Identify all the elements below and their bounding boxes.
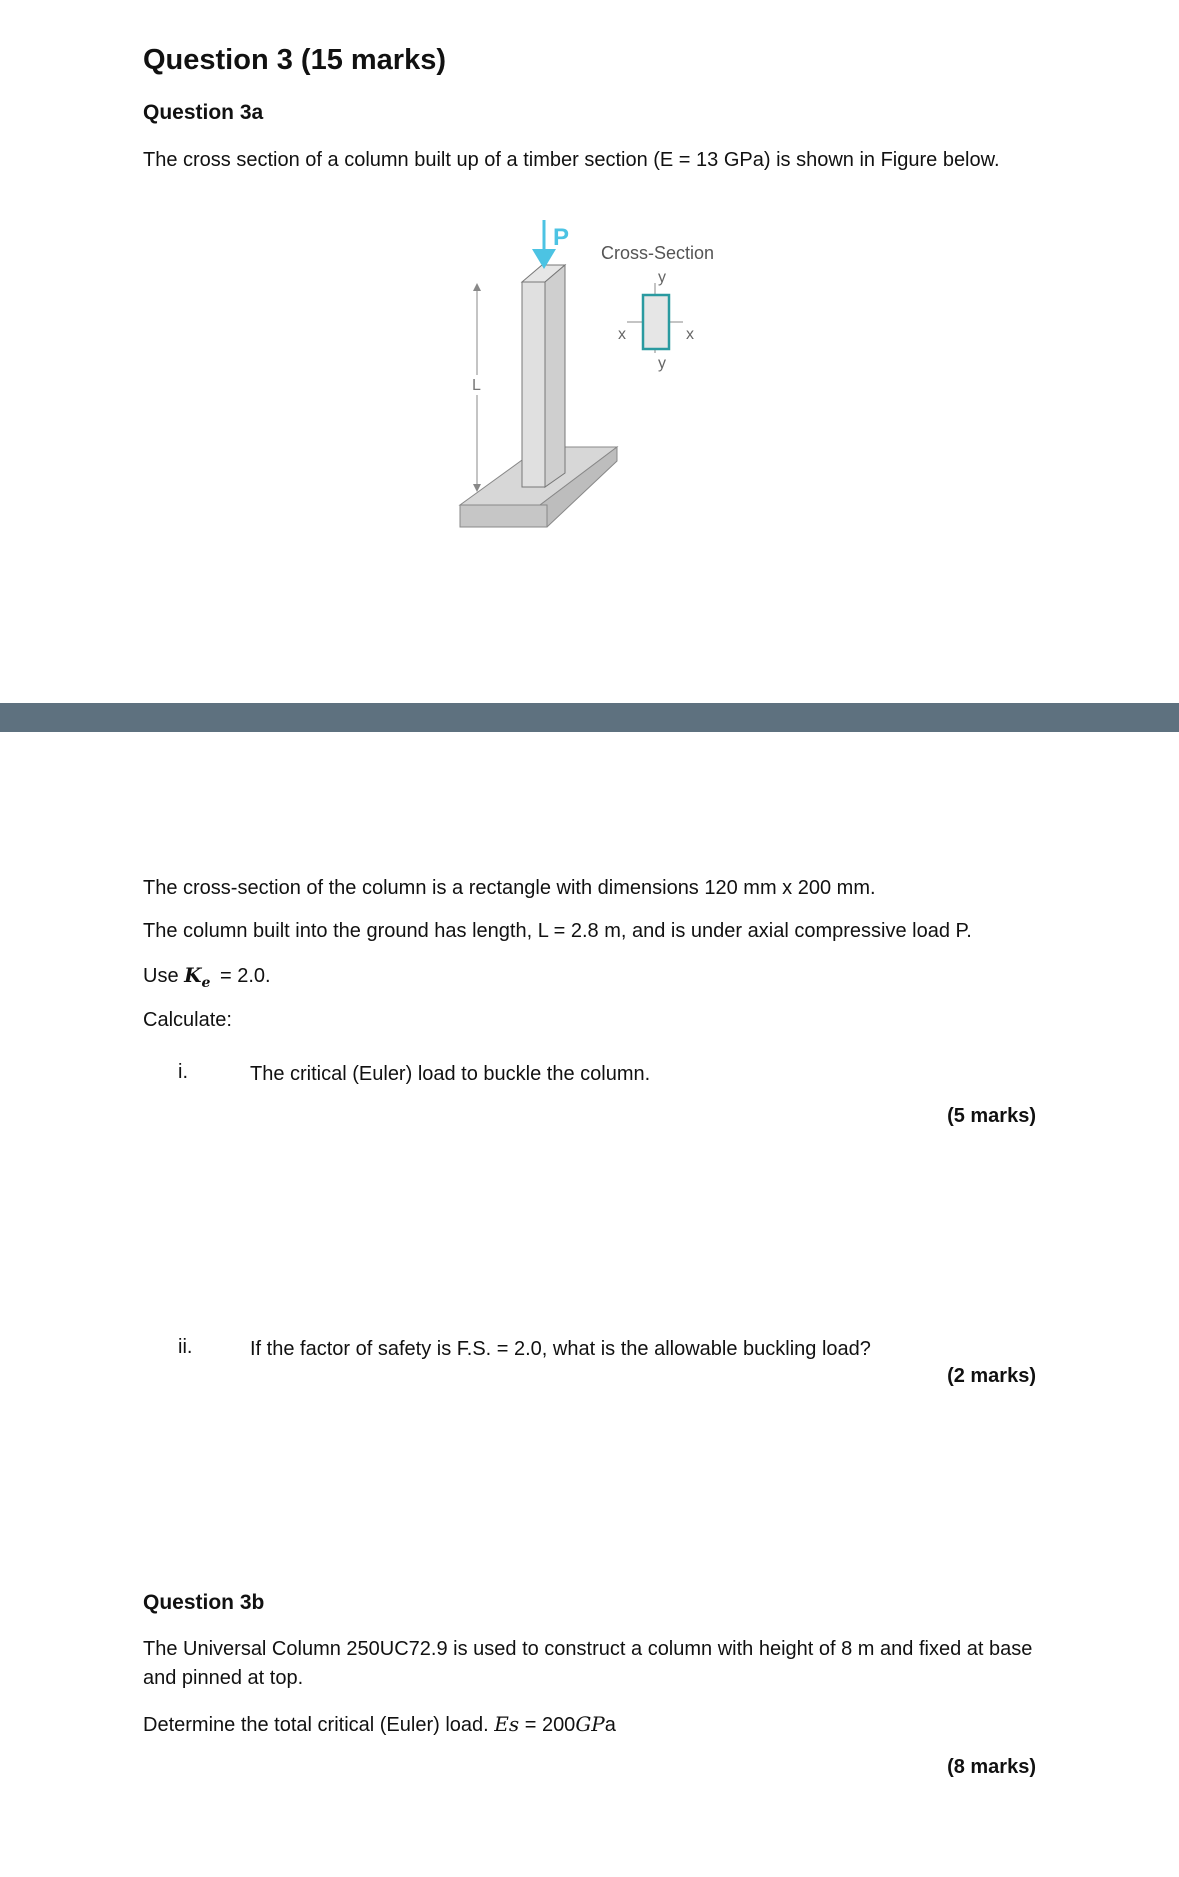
cross-section-rect [643, 295, 669, 349]
q3b-marks: (8 marks) [947, 1756, 1036, 1778]
item-number: ii. [178, 1336, 193, 1358]
es-symbol: Es [494, 1712, 520, 1736]
item-marks: (5 marks) [947, 1105, 1036, 1127]
axis-x-right: x [686, 326, 694, 343]
ke-line [143, 962, 271, 996]
axis-y-top: y [658, 269, 666, 286]
item-text: The critical (Euler) load to buckle the column. [250, 1063, 651, 1085]
calculate-label: Calculate: [143, 1009, 232, 1031]
q3b-paragraph-line2: and pinned at top. [143, 1667, 304, 1689]
es-unit-gp: GP [575, 1712, 605, 1736]
determine-line [143, 1711, 616, 1738]
length-label: L [472, 377, 481, 394]
column-side [545, 265, 565, 487]
load-label: P [553, 224, 570, 251]
item-text: If the factor of safety is F.S. = 2.0, what is the allowable buckling load? [250, 1338, 871, 1360]
dimensions-paragraph: The cross-section of the column is a rectangle with dimensions 120 mm x 200 mm. [143, 877, 876, 899]
column-figure [455, 215, 745, 535]
axis-y-bottom: y [658, 355, 666, 372]
subquestion-title-3a: Question 3a [143, 101, 264, 124]
question-title: Question 3 (15 marks) [143, 44, 446, 76]
use-prefix: Use [143, 965, 179, 987]
es-unit-a: a [604, 1714, 616, 1736]
ke-symbol: $K_e$ [184, 963, 211, 991]
subquestion-title-3b: Question 3b [143, 1591, 265, 1614]
length-arrow-top [473, 283, 481, 291]
determine-text: Determine the total critical (Euler) load. [143, 1714, 489, 1736]
q3b-paragraph-line1: The Universal Column 250UC72.9 is used to construct a column with height of 8 m and fixed at base [143, 1638, 1033, 1660]
ke-value: = 2.0. [220, 965, 271, 987]
column-front [522, 282, 545, 487]
item-marks: (2 marks) [947, 1365, 1036, 1387]
base-slab-front [460, 505, 547, 527]
intro-paragraph: The cross section of a column built up of a timber section (E = 13 GPa) is shown in Figure below. [143, 149, 1000, 171]
axis-x-left: x [618, 326, 626, 343]
page-divider-band [0, 703, 1179, 732]
length-paragraph: The column built into the ground has length, L = 2.8 m, and is under axial compressive load P. [143, 920, 972, 942]
cross-section-label: Cross-Section [601, 243, 715, 263]
es-equals: = 200 [524, 1714, 576, 1736]
item-number: i. [178, 1061, 188, 1083]
